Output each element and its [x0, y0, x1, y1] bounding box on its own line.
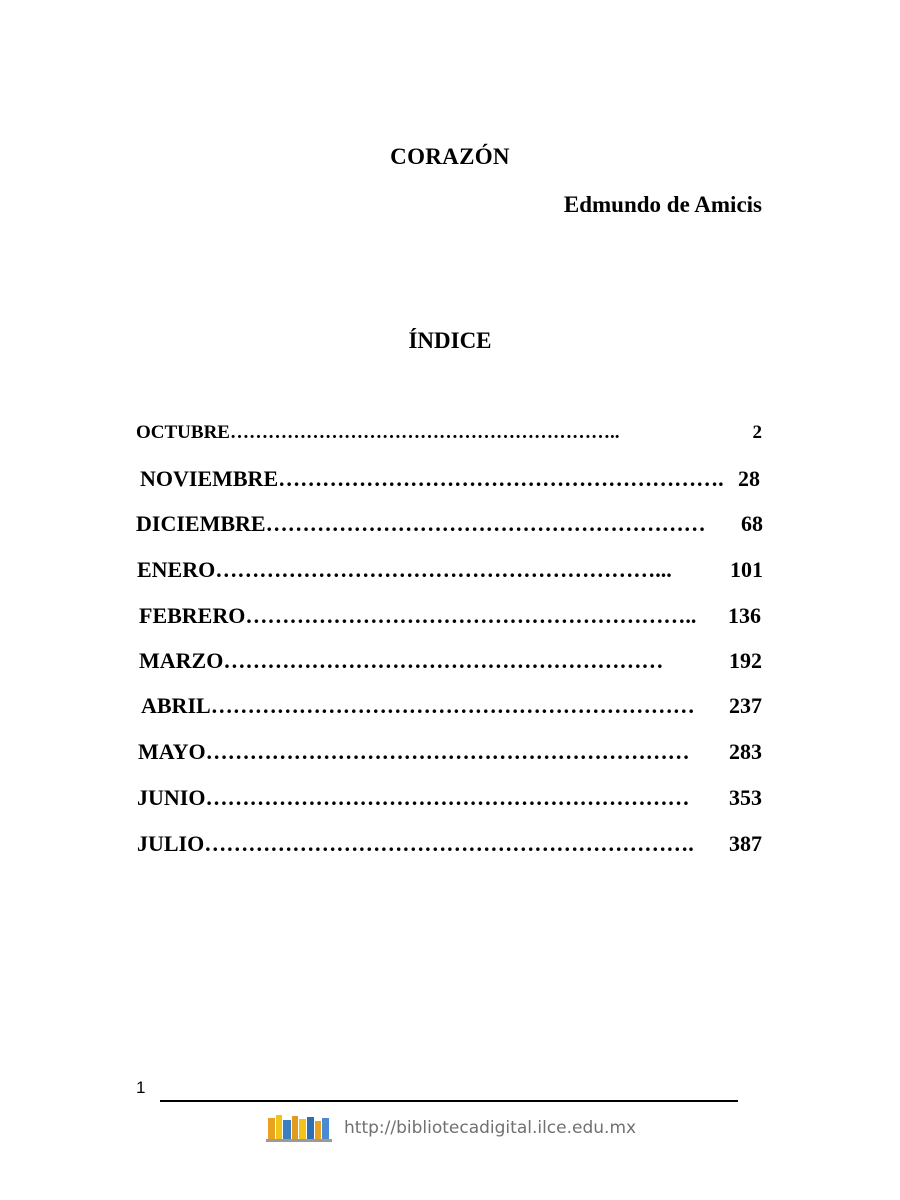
toc-entry-label: FEBRERO: [139, 603, 246, 628]
logo-book: [276, 1115, 282, 1140]
toc-entry-page: 68: [741, 511, 763, 536]
toc-entry-page: 353: [729, 785, 762, 810]
logo-book: [268, 1118, 275, 1140]
toc-entry-label: JULIO: [137, 831, 205, 856]
toc-entry-page: 192: [729, 648, 762, 673]
toc-entry-page: 387: [729, 831, 762, 856]
toc-entry-label: DICIEMBRE: [136, 511, 266, 536]
toc-leader-dots: ………………………………………………………….: [204, 831, 694, 856]
toc-entry-diciembre[interactable]: [136, 511, 763, 537]
toc-entry-label: ABRIL: [141, 693, 211, 718]
toc-leader-dots: ……………………………………………………...: [215, 557, 672, 582]
logo-book: [322, 1118, 329, 1140]
toc-entry-junio[interactable]: [137, 785, 762, 811]
toc-entry-label: MAYO: [138, 739, 206, 764]
logo-book: [315, 1121, 321, 1140]
toc-leader-dots: ……………………………………………………: [223, 648, 664, 673]
toc-entry-label: ENERO: [137, 557, 216, 582]
document-title: CORAZÓN: [390, 144, 510, 169]
toc-entry-octubre[interactable]: [136, 422, 762, 444]
toc-leader-dots: …………………………………………………………: [205, 785, 690, 810]
toc-leader-dots: …………………………………………………………: [210, 693, 695, 718]
toc-entry-page: 237: [729, 693, 762, 718]
logo-book: [307, 1117, 314, 1140]
logo-book: [292, 1116, 298, 1140]
toc-leader-dots: ……………………………………………………..: [229, 422, 620, 443]
toc-entry-label: NOVIEMBRE: [140, 466, 279, 491]
index-heading: ÍNDICE: [408, 328, 492, 353]
toc-entry-page: 101: [730, 557, 763, 582]
toc-entry-page: 2: [752, 422, 762, 443]
footer-url-link[interactable]: http://bibliotecadigital.ilce.edu.mx: [344, 1118, 637, 1138]
toc-entry-page: 28: [738, 466, 760, 491]
toc-leader-dots: …………………………………………………………: [205, 739, 690, 764]
toc-entry-julio[interactable]: [137, 831, 762, 857]
toc-entry-noviembre[interactable]: [140, 466, 760, 492]
toc-entry-label: MARZO: [139, 648, 224, 673]
document-author: Edmundo de Amicis: [563, 192, 762, 217]
footer-divider: [160, 1100, 738, 1102]
toc-leader-dots: …………………………………………………….: [278, 466, 724, 491]
toc-entry-label: JUNIO: [137, 785, 206, 810]
page-number: 1: [136, 1078, 146, 1097]
toc-entry-label: OCTUBRE: [136, 422, 230, 443]
toc-entry-mayo[interactable]: [138, 739, 762, 765]
logo-book: [283, 1120, 291, 1140]
toc-leader-dots: ……………………………………………………: [265, 511, 706, 536]
logo-shelf: [266, 1139, 332, 1142]
toc-entry-enero[interactable]: [137, 557, 763, 583]
toc-entry-page: 136: [728, 603, 761, 628]
toc-entry-abril[interactable]: [141, 693, 762, 719]
toc-leader-dots: ……………………………………………………..: [245, 603, 697, 628]
toc-entry-febrero[interactable]: [139, 603, 761, 629]
toc-entry-page: 283: [729, 739, 762, 764]
bookshelf-logo-icon: [266, 1112, 332, 1142]
logo-book: [299, 1119, 306, 1140]
toc-entry-marzo[interactable]: [139, 648, 762, 674]
